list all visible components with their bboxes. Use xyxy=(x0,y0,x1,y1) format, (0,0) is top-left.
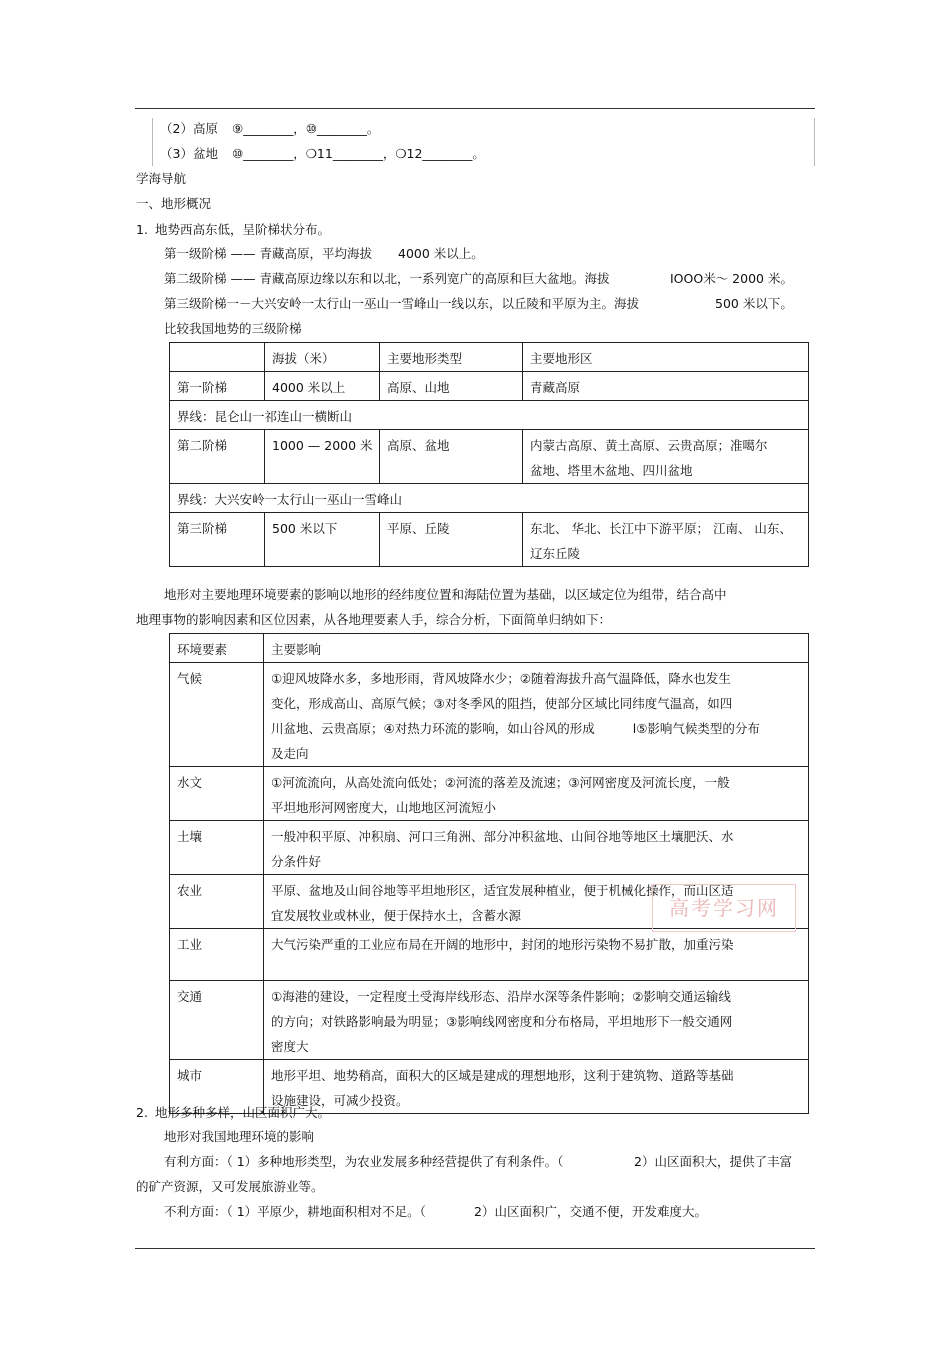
header-cell: 主要地形类型 xyxy=(380,343,523,372)
cell-line: 宜发展牧业或林业，便于保持水土，含蓄水源 xyxy=(271,908,522,923)
effect-cell xyxy=(264,1060,809,1114)
intro-line-1: 地形对主要地理环境要素的影响以地形的经纬度位置和海陆位置为基础，以区域定位为组带，结合高中 xyxy=(164,587,727,602)
subsection-title: 一、地形概况 xyxy=(136,196,212,211)
step2-description: 第二级阶梯 —— 青藏高原边缘以东和以北，一系列宽广的高原和巨大盆地。海拔 xyxy=(164,271,610,286)
margin-line-left xyxy=(152,118,153,166)
fill-in-basin-label: （3）盆地 xyxy=(160,146,218,161)
cell-line: 的方向；对铁路影响最为明显；③影响线网密度和分布格局，平坦地形下一般交通网 xyxy=(271,1014,733,1029)
boundary-row xyxy=(170,484,809,513)
effect-cell xyxy=(264,767,809,821)
element-name-cell: 气候 xyxy=(170,663,264,767)
cell-line xyxy=(271,716,801,741)
table-row xyxy=(170,372,809,401)
boundary-row xyxy=(170,401,809,430)
boundary-cell: 界线：昆仑山一祁连山一横断山 xyxy=(170,401,809,430)
element-name-cell: 工业 xyxy=(170,929,264,981)
effect-cell xyxy=(264,821,809,875)
step-name-cell: 第一阶梯 xyxy=(170,372,265,401)
cell-line: 分条件好 xyxy=(271,854,322,869)
step2-altitude: IOOO米～ 2000 米。 xyxy=(670,271,793,286)
terrain-effects-table xyxy=(169,633,809,1114)
step1-altitude: 4000 米以上。 xyxy=(398,246,484,261)
intro-line-2: 地理事物的影响因素和区位因素，从各地理要素人手，综合分析，下面简单归纳如下： xyxy=(136,612,612,627)
point2-title: 地形多种多样，山区面积广大。 xyxy=(155,1105,331,1120)
cell-line: ①河流流向，从高处流向低处；②河流的落差及流速；③河网密度及河流长度，一般 xyxy=(271,775,730,790)
element-name-cell: 农业 xyxy=(170,875,264,929)
cell-line: 密度大 xyxy=(271,1039,309,1054)
cell-line: 平坦地形河网密度大，山地地区河流短小 xyxy=(271,800,497,815)
top-rule xyxy=(135,108,815,109)
advantages-text-c: 的矿产资源，又可发展旅游业等。 xyxy=(136,1179,324,1194)
fill-in-basin-blanks: ⑩________，❍11________，❍12________。 xyxy=(232,146,485,161)
cell-text: l⑤影响气候类型的分布 xyxy=(632,721,760,736)
landform-region-cell xyxy=(523,513,809,567)
element-name-cell: 城市 xyxy=(170,1060,264,1114)
cell-line: ①迎风坡降水多，多地形雨，背风坡降水少；②随着海拔升高气温降低，降水也发生 xyxy=(271,671,731,686)
element-name-cell: 水文 xyxy=(170,767,264,821)
element-name-cell: 交通 xyxy=(170,981,264,1060)
disadvantages-text-b: 2）山区面积广，交通不便，开发难度大。 xyxy=(474,1204,707,1219)
cell-text: 川盆地、云贵高原；④对热力环流的影响，如山谷风的形成 xyxy=(271,721,595,736)
section-title: 学海导航 xyxy=(136,171,187,186)
step-name-cell: 第二阶梯 xyxy=(170,430,265,484)
step-name-cell: 第三阶梯 xyxy=(170,513,265,567)
point2-number: 2. xyxy=(136,1105,148,1120)
effect-cell xyxy=(264,981,809,1060)
header-cell: 海拔（米） xyxy=(265,343,380,372)
cell-line: 盆地、塔里木盆地、四川盆地 xyxy=(530,463,693,478)
table-row xyxy=(170,767,809,821)
landform-region-cell: 青藏高原 xyxy=(523,372,809,401)
fill-in-plateau-label: （2）高原 xyxy=(160,121,218,136)
influence-title: 地形对我国地理环境的影响 xyxy=(164,1129,315,1144)
bottom-rule xyxy=(135,1248,815,1249)
table-row xyxy=(170,821,809,875)
header-cell xyxy=(170,343,265,372)
table-row xyxy=(170,430,809,484)
ladder-table-caption: 比较我国地势的三级阶梯 xyxy=(164,321,302,336)
element-name-cell: 土壤 xyxy=(170,821,264,875)
header-cell: 环境要素 xyxy=(170,634,264,663)
cell-line: 辽东丘陵 xyxy=(530,546,581,561)
landform-type-cell: 高原、山地 xyxy=(380,372,523,401)
landform-type-cell: 高原、盆地 xyxy=(380,430,523,484)
cell-line: 一般冲积平原、冲积扇、河口三角洲、部分冲积盆地、山间谷地等地区土壤肥沃、水 xyxy=(271,829,734,844)
cell-line: 变化，形成高山、高原气候；③对冬季风的阻挡，使部分区域比同纬度气温高，如四 xyxy=(271,696,733,711)
landform-region-cell xyxy=(523,430,809,484)
point1-number: 1. xyxy=(136,222,148,237)
effects-table-header xyxy=(170,634,809,663)
cell-line: 东北、 华北、长江中下游平原； 江南、 山东、 xyxy=(530,521,792,536)
table-row xyxy=(170,981,809,1060)
cell-line: 大气污染严重的工业应布局在开阔的地形中，封闭的地形污染物不易扩散，加重污染 xyxy=(271,937,734,952)
advantages-text-b: 2）山区面积大，提供了丰富 xyxy=(634,1154,792,1169)
watermark-stamp: 高考学习网 xyxy=(652,884,796,932)
margin-line-right xyxy=(814,118,815,166)
cell-line: 内蒙古高原、黄土高原、云贵高原；准噶尔 xyxy=(530,438,768,453)
ladder-comparison-table xyxy=(169,342,809,567)
table-row xyxy=(170,929,809,981)
cell-line: ①海港的建设，一定程度土受海岸线形态、沿岸水深等条件影响；②影响交通运输线 xyxy=(271,989,731,1004)
header-cell: 主要地形区 xyxy=(523,343,809,372)
table-row xyxy=(170,663,809,767)
boundary-cell: 界线：大兴安岭一太行山一巫山一雪峰山 xyxy=(170,484,809,513)
header-cell: 主要影响 xyxy=(264,634,809,663)
effect-cell xyxy=(264,929,809,981)
ladder-table-header xyxy=(170,343,809,372)
altitude-cell: 1000 — 2000 米 xyxy=(265,430,380,484)
altitude-cell: 500 米以下 xyxy=(265,513,380,567)
step3-description: 第三级阶梯一－大兴安岭一太行山一巫山一雪峰山一线以东，以丘陵和平原为主。海拔 xyxy=(164,296,640,311)
effect-cell xyxy=(264,663,809,767)
table-row xyxy=(170,513,809,567)
point1-title: 地势西高东低，呈阶梯状分布。 xyxy=(155,222,331,237)
cell-line: 平原、盆地及山间谷地等平坦地形区，适宜发展种植业，便于机械化操作，而山区适 xyxy=(271,883,734,898)
fill-in-plateau-blanks: ⑨________，⑩________。 xyxy=(232,121,380,136)
step3-altitude: 500 米以下。 xyxy=(715,296,793,311)
step1-description: 第一级阶梯 —— 青藏高原，平均海拔 xyxy=(164,246,372,261)
advantages-text-a: 有利方面：（ 1）多种地形类型，为农业发展多种经营提供了有利条件。（ xyxy=(164,1154,564,1169)
altitude-cell: 4000 米以上 xyxy=(265,372,380,401)
cell-line: 及走向 xyxy=(271,746,309,761)
cell-line: 设施建设，可减少投资。 xyxy=(271,1093,409,1108)
cell-line: 地形平坦、地势稍高，面积大的区域是建成的理想地形，这利于建筑物、道路等基础 xyxy=(271,1068,734,1083)
disadvantages-text-a: 不利方面：（ 1）平原少，耕地面积相对不足。（ xyxy=(164,1204,426,1219)
landform-type-cell: 平原、丘陵 xyxy=(380,513,523,567)
